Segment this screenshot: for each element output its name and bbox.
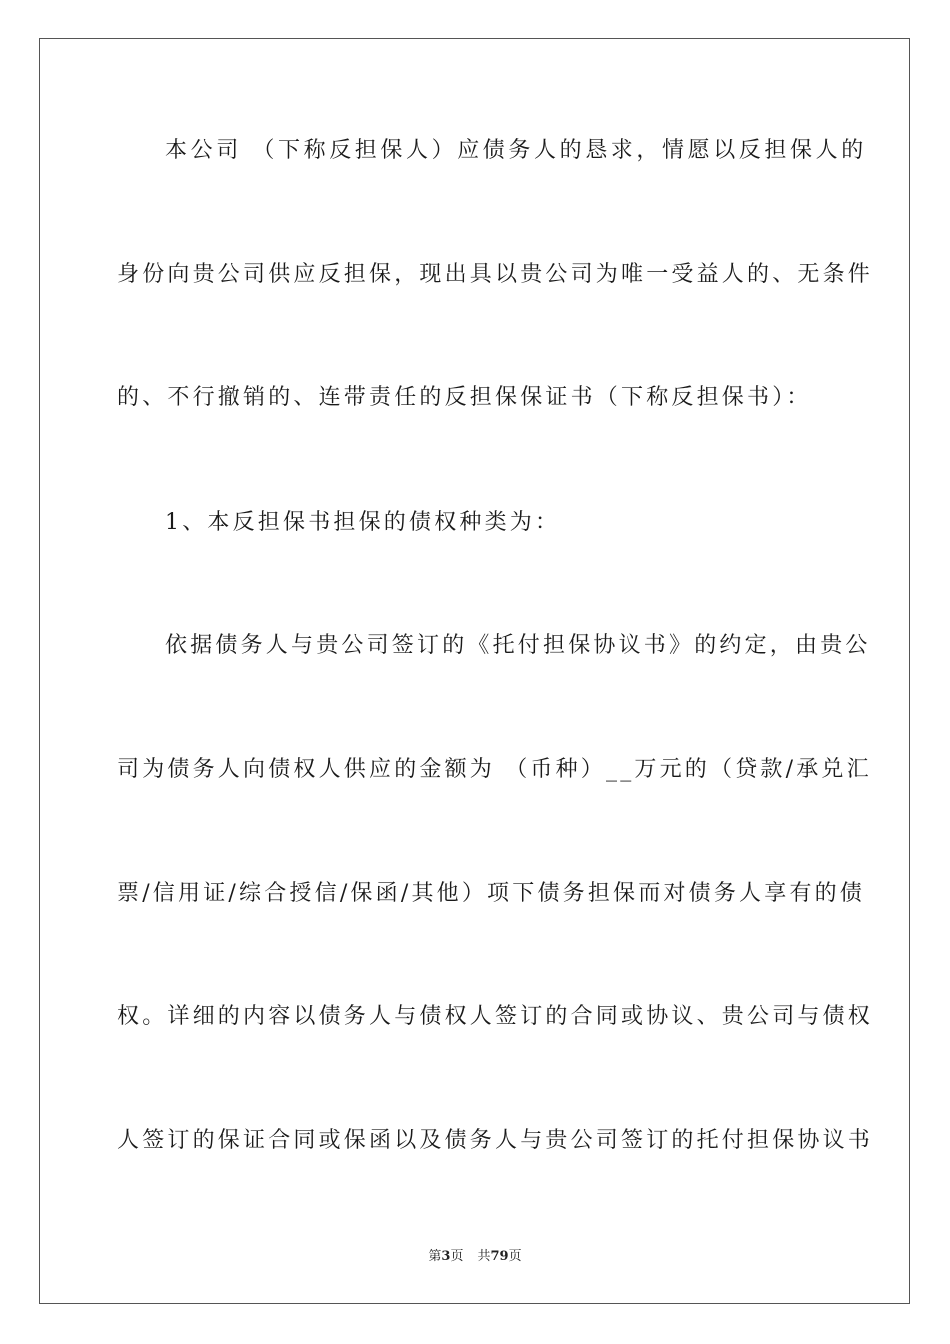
total-suffix: 页: [508, 1249, 522, 1264]
paragraph-line: 司为债务人向债权人供应的金额为 （币种）__万元的（贷款/承兑汇: [117, 757, 872, 782]
total-pages: 79: [490, 1249, 509, 1264]
paragraph-line: 身份向贵公司供应反担保，现出具以贵公司为唯一受益人的、无条件: [117, 262, 874, 287]
paragraph-line: 本公司 （下称反担保人）应债务人的恳求，情愿以反担保人的: [165, 138, 867, 163]
page-border: [39, 38, 910, 1304]
paragraph-line: 的、不行撤销的、连带责任的反担保保证书（下称反担保书）：: [117, 385, 812, 410]
section-heading: 1、本反担保书担保的债权种类为：: [165, 510, 561, 535]
total-prefix: 共: [477, 1249, 491, 1264]
paragraph-line: 权。详细的内容以债务人与债权人签订的合同或协议、贵公司与债权: [117, 1004, 874, 1029]
page-suffix: 页: [450, 1249, 464, 1264]
paragraph-line: 依据债务人与贵公司签订的《托付担保协议书》的约定，由贵公: [165, 633, 871, 658]
page-prefix: 第: [428, 1249, 442, 1264]
page-footer: [0, 1249, 950, 1265]
page-number: 3: [441, 1249, 451, 1264]
paragraph-line: 票/信用证/综合授信/保函/其他）项下债务担保而对债务人享有的债: [117, 881, 866, 906]
paragraph-line: 人签订的保证合同或保函以及债务人与贵公司签订的托付担保协议书: [117, 1128, 874, 1153]
